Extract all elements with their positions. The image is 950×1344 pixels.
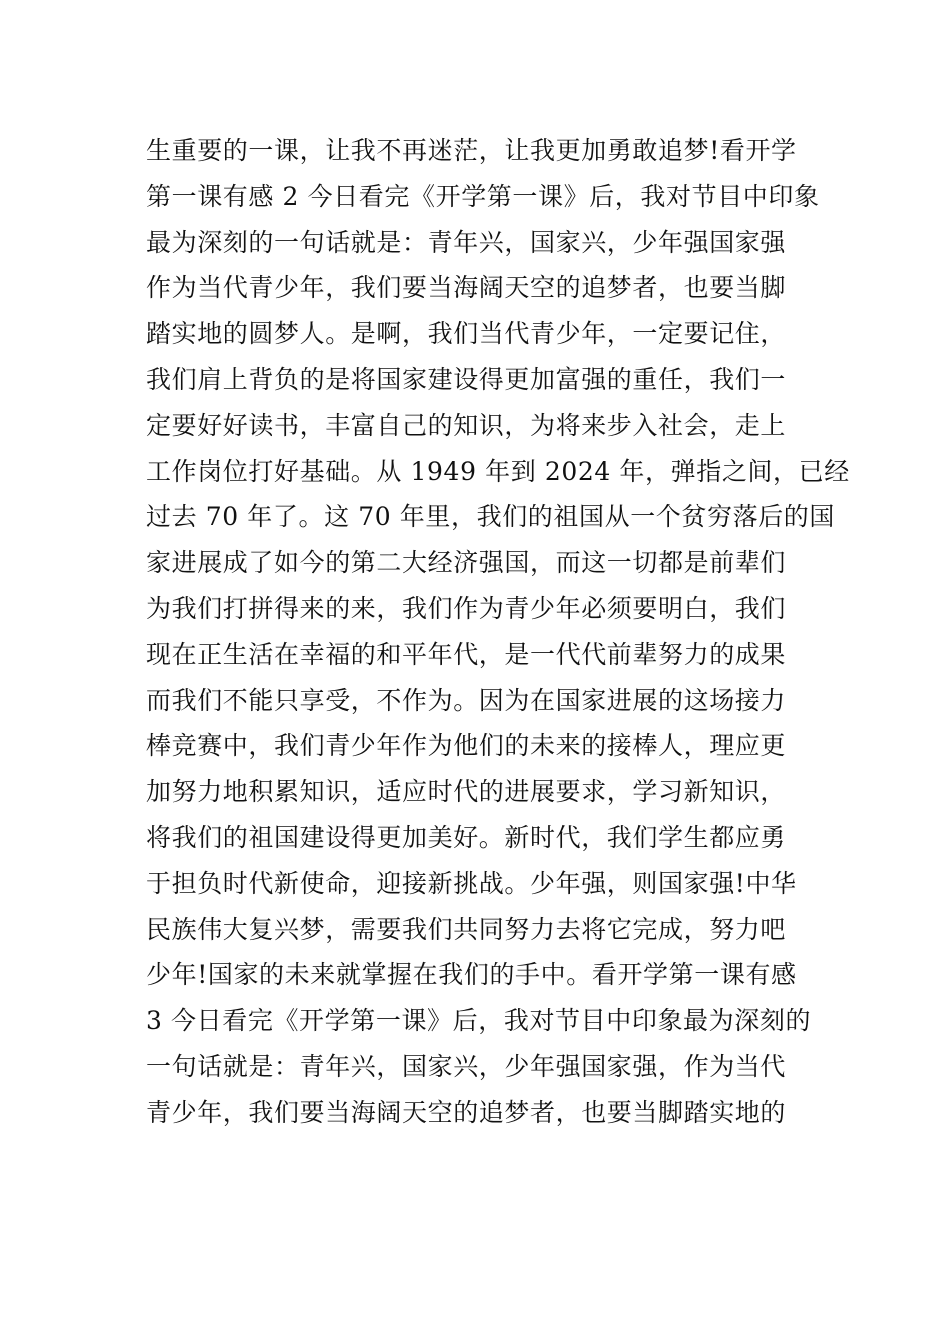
text-line: 而我们不能只享受，不作为。因为在国家进展的这场接力 [146,685,787,715]
text-line: 青少年，我们要当海阔天空的追梦者，也要当脚踏实地的 [146,1097,787,1127]
text-line: 工作岗位打好基础。从 1949 年到 2024 年，弹指之间，已经 [146,456,850,486]
text-line: 定要好好读书，丰富自己的知识，为将来步入社会，走上 [146,410,787,440]
text-line: 3 今日看完《开学第一课》后，我对节目中印象最为深刻的 [146,1006,812,1036]
text-line: 加努力地积累知识，适应时代的进展要求，学习新知识， [146,777,787,807]
text-line: 作为当代青少年，我们要当海阔天空的追梦者，也要当脚 [146,273,787,303]
text-line: 踏实地的圆梦人。是啊，我们当代青少年，一定要记住， [146,319,787,349]
text-line: 我们肩上背负的是将国家建设得更加富强的重任，我们一 [146,364,787,394]
text-line: 民族伟大复兴梦，需要我们共同努力去将它完成，努力吧 [146,914,787,944]
text-line: 现在正生活在幸福的和平年代，是一代代前辈努力的成果 [146,639,787,669]
text-line: 于担负时代新使命，迎接新挑战。少年强，则国家强!中华 [146,868,797,898]
text-line: 为我们打拼得来的来，我们作为青少年必须要明白，我们 [146,593,787,623]
text-line: 一句话就是：青年兴，国家兴，少年强国家强，作为当代 [146,1051,787,1081]
body-text [146,128,850,1136]
text-line: 少年!国家的未来就掌握在我们的手中。看开学第一课有感 [146,960,797,990]
text-line: 将我们的祖国建设得更加美好。新时代，我们学生都应勇 [146,822,787,852]
text-line: 棒竞赛中，我们青少年作为他们的未来的接棒人，理应更 [146,731,787,761]
text-line: 最为深刻的一句话就是：青年兴，国家兴，少年强国家强 [146,227,787,257]
text-line: 生重要的一课，让我不再迷茫，让我更加勇敢追梦!看开学 [146,136,797,165]
text-line: 家进展成了如今的第二大经济强国，而这一切都是前辈们 [146,548,787,578]
text-line: 第一课有感 2 今日看完《开学第一课》后，我对节目中印象 [146,181,820,211]
text-line: 过去 70 年了。这 70 年里，我们的祖国从一个贫穷落后的国 [146,502,836,532]
